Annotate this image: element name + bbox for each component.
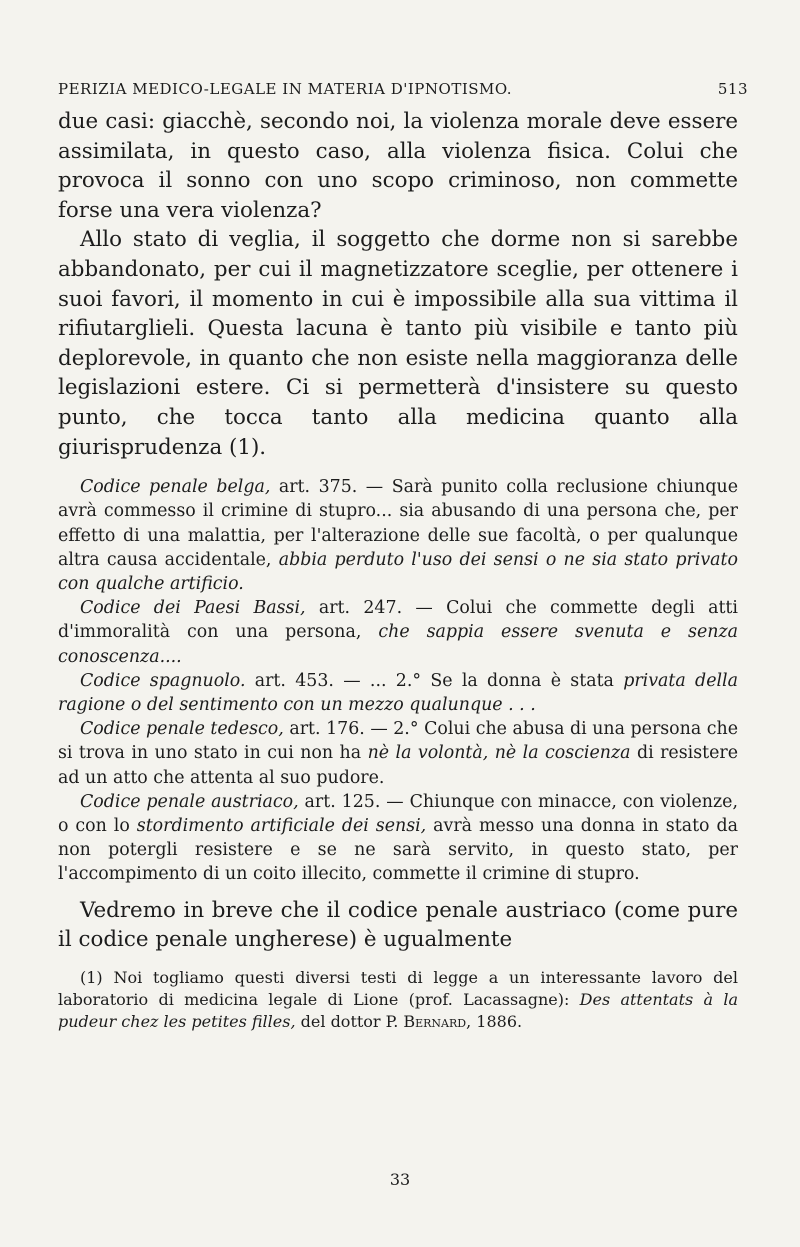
citation-paesi-bassi bbox=[58, 596, 738, 669]
paragraph-1: due casi: giacchè, secondo noi, la violenza morale deve essere assimilata, in questo caso, alla violenza fisica. Colui che provoca il sonno con uno scopo criminoso, non commette forse una vera violenza? bbox=[58, 109, 738, 223]
footnote-1 bbox=[58, 967, 738, 1033]
citation-spagnuolo-text: art. 453. — ... 2.° Se la donna è stata bbox=[245, 670, 624, 691]
citation-austriaco bbox=[58, 790, 738, 887]
footnote-author: P. Bernard bbox=[385, 1011, 467, 1031]
page-body bbox=[58, 107, 738, 1033]
citation-tedesco-italic: nè la volontà, nè la coscienza bbox=[367, 743, 631, 764]
running-header bbox=[58, 80, 748, 98]
citation-tedesco-lead: Codice penale tedesco, bbox=[80, 719, 284, 740]
citation-austriaco-text: art. 125. — Chiunque con minacce, con violenze, o con lo bbox=[58, 791, 738, 836]
citation-belga-text: art. 375. — Sarà punito colla reclusione chiunque avrà commesso il crimine di stupro... sia abusando di una persona che, per effetto di una malattia, per l'alterazione delle sue facoltà, o per qualunque altra causa accidentale, bbox=[58, 477, 738, 570]
citation-spagnuolo-lead: Codice spagnuolo. bbox=[80, 670, 246, 691]
citation-belga-lead: Codice penale belga, bbox=[80, 477, 271, 498]
legal-citations bbox=[58, 475, 738, 886]
running-title: PERIZIA MEDICO-LEGALE IN MATERIA D'IPNOTISMO. bbox=[58, 80, 513, 98]
paragraph-2: Allo stato di veglia, il soggetto che dorme non si sarebbe abbandonato, per cui il magnetizzatore sceglie, per ottenere i suoi favori, il momento in cui è impossibile alla sua vittima il rifiutarglieli. Questa lacuna è tanto più visibile e tanto più deplorevole, in quanto che non esiste nella maggioranza delle legislazioni estere. Ci si permetterà d'insistere su questo punto, che tocca tanto alla medicina quanto alla giurisprudenza (1). bbox=[58, 227, 738, 460]
citation-tedesco-text: art. 176. — 2.° Colui che abusa di una persona che si trova in uno stato in cui non ha bbox=[58, 719, 738, 764]
citation-bassi-italic: che sappia essere svenuta e senza conoscenza.... bbox=[58, 622, 739, 667]
footnote-text-2: del dottor bbox=[295, 1011, 386, 1031]
page-number: 513 bbox=[717, 80, 748, 98]
citation-bassi-lead: Codice dei Paesi Bassi, bbox=[80, 598, 306, 619]
citation-austriaco-lead: Codice penale austriaco, bbox=[80, 791, 299, 812]
citation-belga bbox=[58, 475, 738, 596]
main-text-continued bbox=[58, 896, 738, 955]
citation-bassi-text: art. 247. — Colui che commette degli atti d'immoralità con una persona, bbox=[58, 598, 738, 643]
citation-austriaco-text-2: avrà messo una donna in stato da non potergli resistere e se ne sarà servito, in questo stato, per l'accompimento di un coito illecito, commette il crimine di stupro. bbox=[58, 815, 738, 885]
signature-mark: 33 bbox=[389, 1170, 411, 1189]
footnote-title: Des attentats à la pudeur chez les petites filles, bbox=[58, 989, 738, 1031]
citation-spagnuolo-italic: privata della ragione o del sentimento con un mezzo qualunque . . . bbox=[58, 670, 738, 715]
citation-tedesco bbox=[58, 717, 738, 790]
paragraph-3: Vedremo in breve che il codice penale austriaco (come pure il codice penale ungherese) è ugualmente bbox=[58, 897, 738, 953]
citation-spagnuolo bbox=[58, 669, 738, 717]
footnote-text-3: , 1886. bbox=[466, 1011, 523, 1031]
main-text bbox=[58, 107, 738, 462]
footnote bbox=[58, 967, 738, 1033]
citation-belga-italic: abbia perduto l'uso dei sensi o ne sia stato privato con qualche artificio. bbox=[58, 549, 738, 594]
citation-tedesco-text-2: di resistere ad un atto che attenta al suo pudore. bbox=[58, 743, 739, 788]
footnote-text: (1) Noi togliamo questi diversi testi di legge a un interessante lavoro del laboratorio di medicina legale di Lione (prof. Lacassagne): bbox=[58, 967, 738, 1009]
citation-austriaco-italic: stordimento artificiale dei sensi, bbox=[136, 815, 427, 836]
